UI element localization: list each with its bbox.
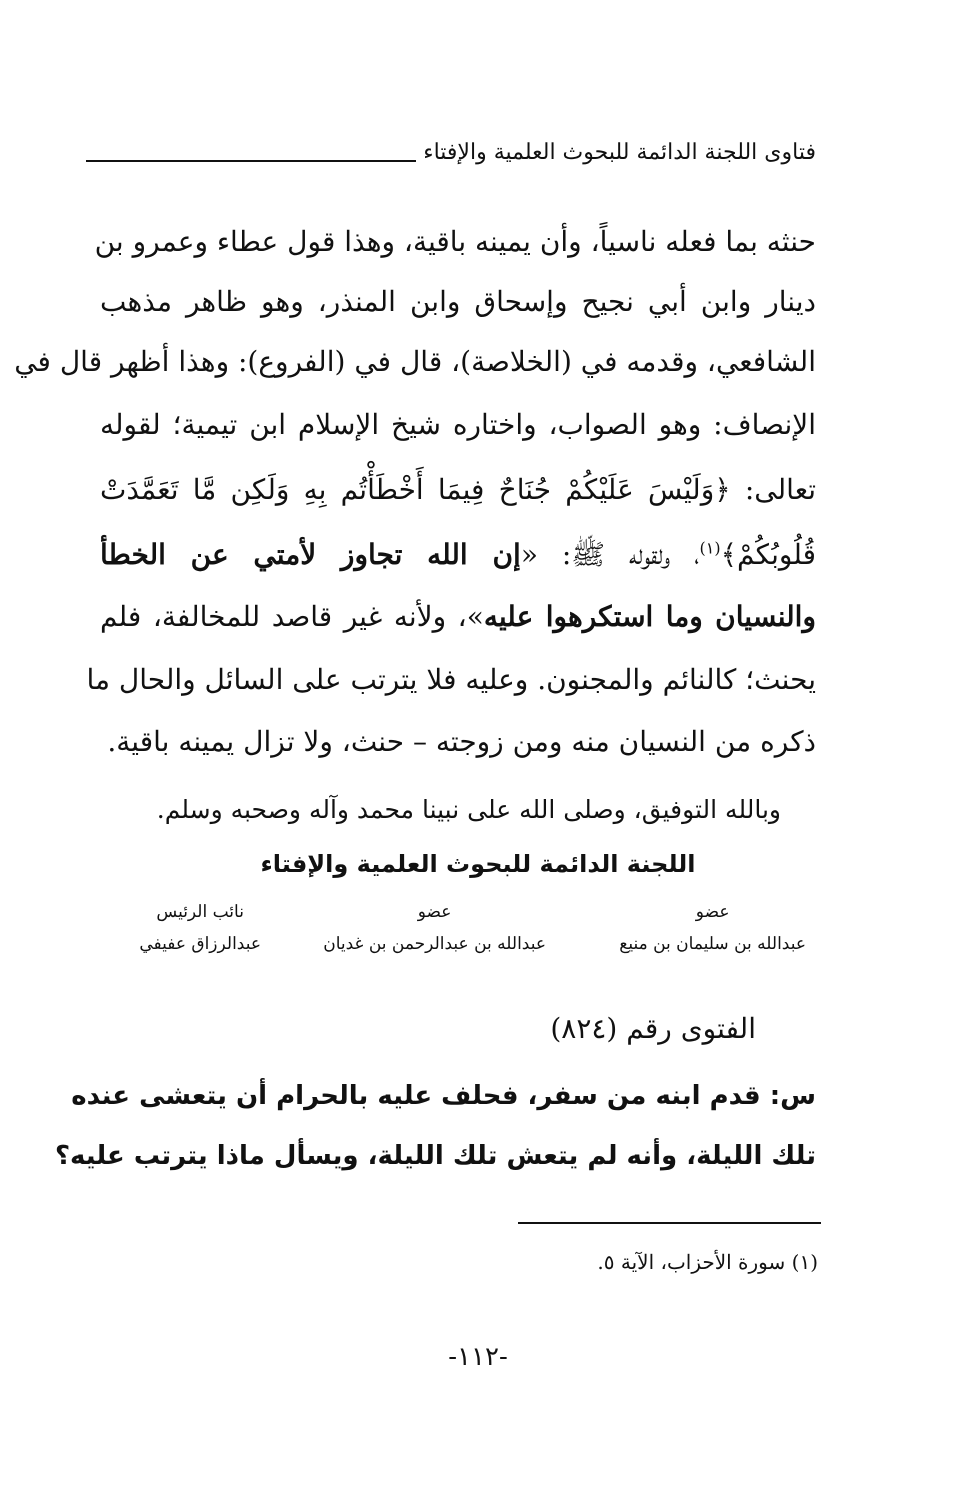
footnote-reference: (١) (699, 538, 721, 558)
body-line-2: دينار وابن أبي نجيح وإسحاق وابن المنذر، وهو ظاهر مذهب (100, 285, 816, 318)
signatory-name: عبدالرزاق عفيفي (139, 934, 261, 954)
quran-verse-end: قُلُوبُكُمْ﴾ (720, 538, 816, 571)
body-line-8: يحنث؛ كالنائم والمجنون. وعليه فلا يترتب على السائل والحال ما (86, 663, 816, 696)
quran-verse-line: تعالى: ﴿وَلَيْسَ عَلَيْكُمْ جُنَاحٌ فِيمَا أَخْطَأْتُم بِهِ وَلَكِن مَّا تَعَمَّدَتْ (100, 473, 816, 506)
signatory-role: نائب الرئيس (156, 902, 244, 922)
page-number: -١١٢- (448, 1342, 508, 1372)
body-text: »، ولأنه غير قاصد للمخالفة، فلم (100, 600, 484, 633)
body-line-4: الإنصاف: وهو الصواب، واختاره شيخ الإسلام ابن تيمية؛ لقوله (100, 408, 816, 441)
committee-title: اللجنة الدائمة للبحوث العلمية والإفتاء (260, 850, 696, 878)
body-line-7 (100, 597, 816, 637)
signatory-name: عبدالله بن عبدالرحمن بن غديان (323, 934, 546, 954)
fatwa-number: الفتوى رقم (٨٢٤) (550, 1012, 756, 1045)
question-line-2: تلك الليلة، وأنه لم يتعش تلك الليلة، ويسأل ماذا يترتب عليه؟ (54, 1141, 816, 1171)
header-rule (86, 160, 416, 162)
footnote: (١) سورة الأحزاب، الآية ٥. (597, 1250, 818, 1274)
body-line-1: حنثه بما فعله ناسياً، وأن يمينه باقية، وهذا قول عطاء وعمرو بن (94, 225, 816, 258)
signatory-name: عبدالله بن سليمان بن منيع (619, 934, 806, 954)
question-line-1: س: قدم ابنه من سفر، فحلف عليه بالحرام أن يتعشى عنده (71, 1081, 816, 1111)
footnote-rule (518, 1222, 821, 1224)
body-line-9: ذكره من النسيان منه ومن زوجته – حنث، ولا تزال يمينه باقية. (107, 725, 816, 758)
signatory-role: عضو (417, 902, 452, 922)
signatory-2 (323, 896, 546, 960)
body-line-3: الشافعي، وقدمه في (الخلاصة)، قال في (الفروع): وهذا أظهر قال في (14, 345, 816, 378)
body-line-6 (100, 535, 816, 575)
hadith-text: إن الله تجاوز لأمتي عن الخطأ (100, 538, 521, 571)
signatory-1 (619, 896, 806, 960)
signatory-3 (139, 896, 261, 960)
running-header: فتاوى اللجنة الدائمة للبحوث العلمية والإفتاء (423, 140, 816, 165)
closing-salutation: وبالله التوفيق، وصلى الله على نبينا محمد وآله وصحبه وسلم. (156, 795, 781, 824)
hadith-text-end: والنسيان وما استكرهوا عليه (483, 600, 816, 633)
body-text: ، ولقوله ﷺ: « (520, 538, 700, 571)
signatory-role: عضو (695, 902, 730, 922)
